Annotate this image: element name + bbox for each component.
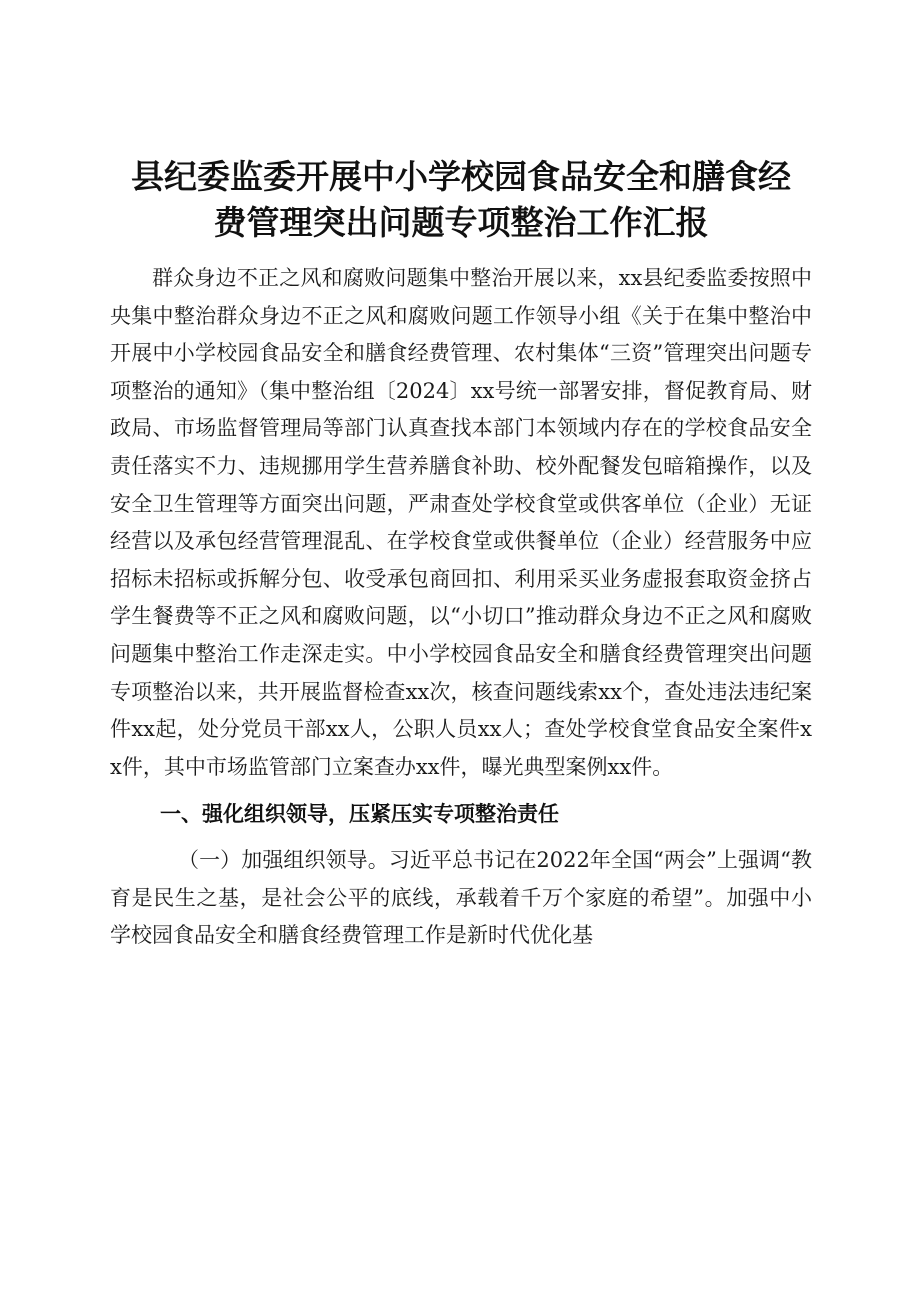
section-heading-1: 一、强化组织领导，压紧压实专项整治责任 <box>160 802 559 827</box>
subsection-paragraph-1 <box>110 842 812 955</box>
subsection-text: 习近平总书记在2022年全国“两会”上强调“教育是民生之基，是社会公平的底线，承载着千万个家庭的希望”。加强中小学校园食品安全和膳食经费管理工作是新时代优化基 <box>110 847 812 948</box>
title-line-2: 费管理突出问题专项整治工作汇报 <box>213 203 709 242</box>
document-title <box>110 154 812 246</box>
intro-paragraph: 群众身边不正之风和腐败问题集中整治开展以来，xx县纪委监委按照中央集中整治群众身边不正之风和腐败问题工作领导小组《关于在集中整治中开展中小学校园食品安全和膳食经费管理、农村集体“三资”管理突出问题专项整治的通知》（集中整治组〔2024〕xx号统一部署安排，督促教育局、财政局、市场监督管理局等部门认真查找本部门本领域内存在的学校食品安全责任落实不力、违规挪用学生营养膳食补助、校外配餐发包暗箱操作，以及安全卫生管理等方面突出问题，严肃查处学校食堂或供客单位（企业）无证经营以及承包经营管理混乱、在学校食堂或供餐单位（企业）经营服务中应招标未招标或拆解分包、收受承包商回扣、利用采买业务虚报套取资金挤占学生餐费等不正之风和腐败问题，以“小切口”推动群众身边不正之风和腐败问题集中整治工作走深走实。中小学校园食品安全和膳食经费管理突出问题专项整治以来，共开展监督检查xx次，核查问题线索xx个，查处违法违纪案件xx起，处分党员干部xx人，公职人员xx人；查处学校食堂食品安全案件xx件，其中市场监管部门立案查办xx件，曝光典型案例xx件。 <box>110 266 812 779</box>
title-line-1: 县纪委监委开展中小学校园食品安全和膳食经 <box>131 157 791 196</box>
subsection-label: （一）加强组织领导。 <box>178 847 389 872</box>
